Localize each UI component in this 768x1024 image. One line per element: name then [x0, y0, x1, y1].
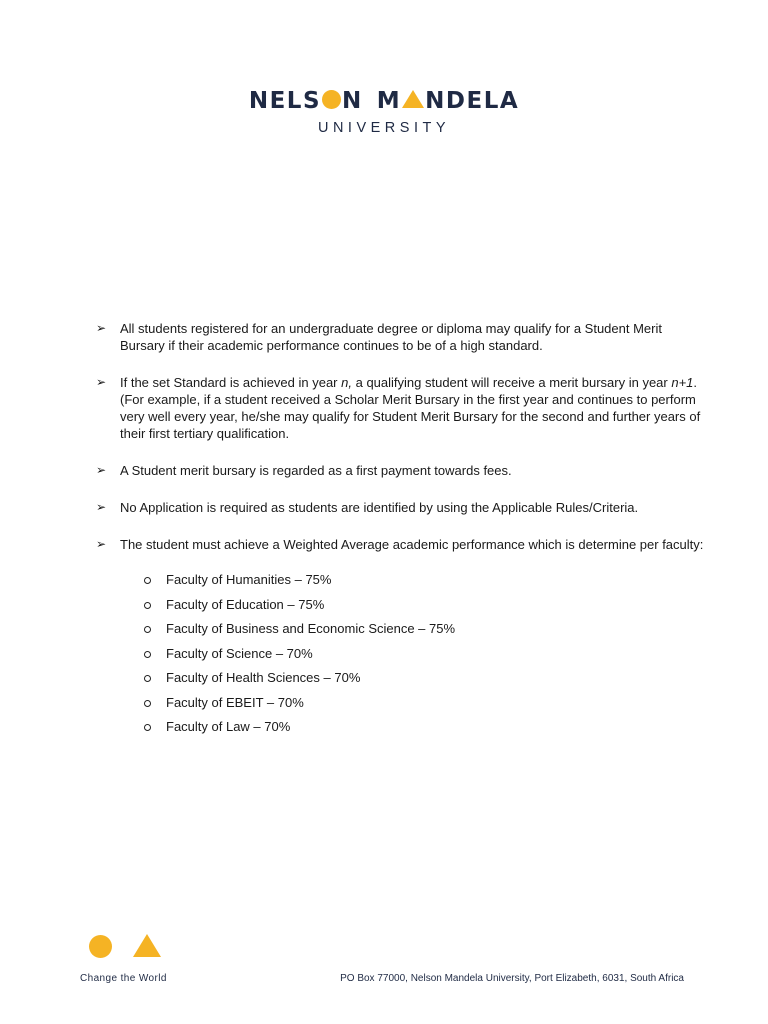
- circle-bullet-icon: [144, 626, 151, 633]
- logo-triangle-icon: [402, 90, 424, 108]
- footer-address: PO Box 77000, Nelson Mandela University, Port Elizabeth, 6031, South Africa: [340, 973, 684, 984]
- bullet-text: All students registered for an undergraduate degree or diploma may qualify for a Student Merit Bursary if their academic performance continues to be of a high standard.: [120, 321, 662, 353]
- logo-wordmark: [0, 88, 768, 114]
- bullet-text: The student must achieve a Weighted Average academic performance which is determine per faculty:: [120, 537, 704, 552]
- bullet-text: A Student merit bursary is regarded as a first payment towards fees.: [120, 463, 512, 478]
- footer-triangle-icon: [133, 934, 161, 957]
- circle-bullet-icon: [144, 675, 151, 682]
- faculty-item: Faculty of Business and Economic Science – 75%: [144, 620, 708, 645]
- circle-bullet-icon: [144, 700, 151, 707]
- circle-bullet-icon: [144, 724, 151, 731]
- logo-word-mandela: M NDELA: [376, 88, 520, 114]
- bullet-text: If the set Standard is achieved in year n, a qualifying student will receive a merit bursary in year n+1. (For example, if a student received a Scholar Merit Bursary in the first year and continues to perform very well every year, he/she may qualify for Student Merit Bursary for the second and further years of their first tertiary qualification.: [120, 375, 701, 441]
- logo-subtitle: UNIVERSITY: [317, 120, 450, 136]
- bullet-text: No Application is required as students are identified by using the Applicable Rules/Criteria.: [120, 500, 639, 515]
- circle-bullet-icon: [144, 602, 151, 609]
- arrow-bullet-icon: ➢: [96, 537, 107, 551]
- arrow-bullet-icon: ➢: [96, 463, 107, 477]
- footer-tagline: Change the World: [80, 973, 167, 984]
- faculty-list: [96, 571, 708, 743]
- circle-bullet-icon: [144, 577, 151, 584]
- university-logo: [0, 88, 768, 136]
- bullet-item: [96, 499, 708, 516]
- document-body: [96, 320, 708, 743]
- faculty-item: Faculty of Health Sciences – 70%: [144, 669, 708, 694]
- bullet-item: [96, 320, 708, 354]
- bullet-item: [96, 374, 708, 442]
- footer-circle-icon: [89, 935, 112, 958]
- bullet-item: [96, 462, 708, 479]
- faculty-item: Faculty of Education – 75%: [144, 596, 708, 621]
- faculty-item: Faculty of Humanities – 75%: [144, 571, 708, 596]
- faculty-item: Faculty of Science – 70%: [144, 645, 708, 670]
- faculty-item: Faculty of Law – 70%: [144, 718, 708, 743]
- bullet-item: [96, 536, 708, 553]
- arrow-bullet-icon: ➢: [96, 500, 107, 514]
- logo-circle-icon: [322, 90, 341, 109]
- faculty-item: Faculty of EBEIT – 70%: [144, 694, 708, 719]
- arrow-bullet-icon: ➢: [96, 321, 107, 335]
- circle-bullet-icon: [144, 651, 151, 658]
- arrow-bullet-icon: ➢: [96, 375, 107, 389]
- logo-word-nelson: NELS N: [248, 88, 363, 114]
